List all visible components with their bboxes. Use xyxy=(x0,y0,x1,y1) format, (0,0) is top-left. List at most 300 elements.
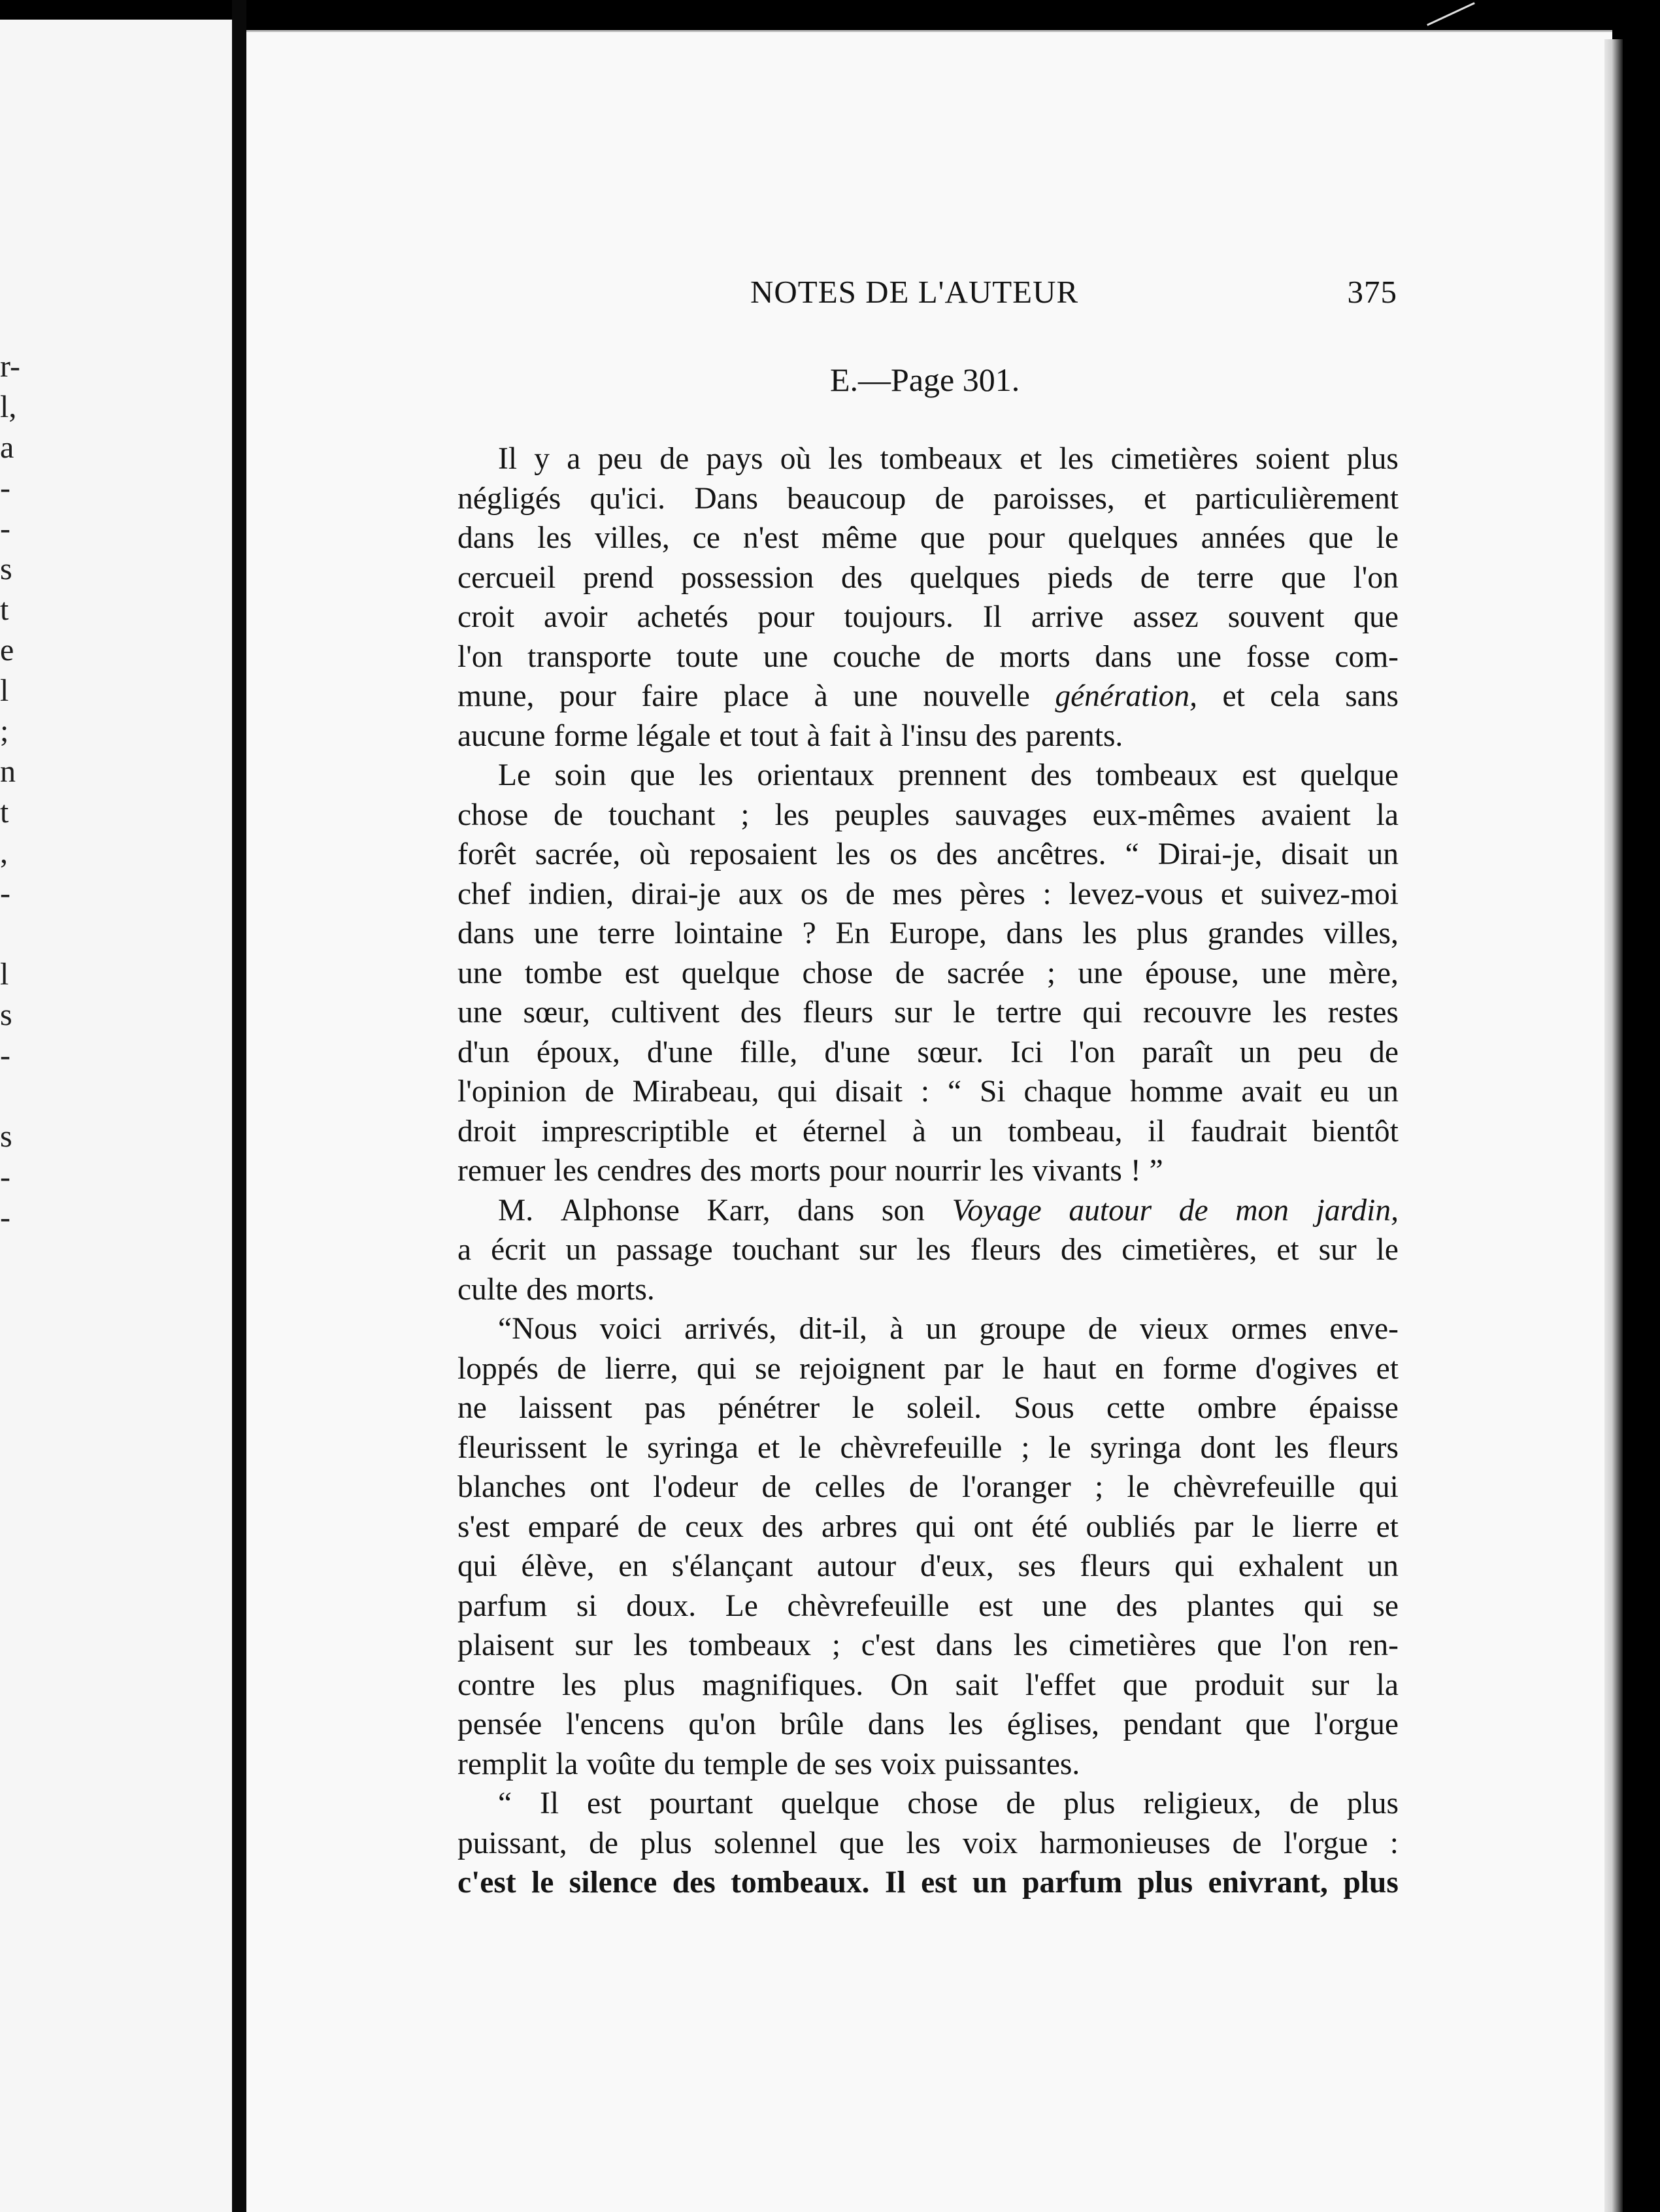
word: des xyxy=(1030,758,1072,792)
word: toujours. xyxy=(844,600,954,634)
word: enivrant, xyxy=(1208,1866,1328,1900)
word: légale xyxy=(636,718,711,753)
word: tertre xyxy=(996,996,1062,1030)
word: suivez-moi xyxy=(1260,877,1399,911)
word: faire xyxy=(641,679,699,713)
word: des xyxy=(672,1866,716,1900)
word: éternel xyxy=(802,1114,888,1148)
word: les xyxy=(916,1233,951,1267)
text-line xyxy=(457,1151,1399,1191)
text-line xyxy=(457,1428,1399,1468)
facing-page-fragment: - xyxy=(0,1200,10,1235)
word: assez xyxy=(1133,600,1199,634)
word: est xyxy=(1242,758,1277,792)
word: plus xyxy=(1063,1786,1116,1820)
word: les xyxy=(906,1826,941,1860)
word: sur xyxy=(574,1628,613,1662)
word: reposaient xyxy=(689,837,818,871)
section-heading: E.—Page 301. xyxy=(830,361,1020,398)
word: mes xyxy=(892,877,942,911)
word: à xyxy=(806,718,821,753)
word: pour xyxy=(988,521,1045,555)
word: tombeaux xyxy=(1095,758,1218,792)
word: de xyxy=(1232,1826,1262,1860)
word: ” xyxy=(1149,1154,1163,1188)
word: la xyxy=(1376,1667,1399,1702)
word: cercueil xyxy=(457,560,556,595)
facing-page-fragment: a xyxy=(0,430,14,465)
word: fleurs xyxy=(1327,1430,1399,1465)
text-line xyxy=(457,796,1399,835)
word: peu xyxy=(1297,1035,1342,1069)
word: pieds xyxy=(1047,560,1114,595)
word: n'est xyxy=(742,521,799,555)
word: fleurissent xyxy=(457,1430,587,1465)
word: épaisse xyxy=(1308,1391,1399,1425)
word: vivants xyxy=(1032,1154,1122,1188)
word: est xyxy=(921,1866,957,1900)
word: d'ogives xyxy=(1255,1351,1358,1386)
text-line xyxy=(457,914,1399,954)
word: pères xyxy=(959,877,1025,911)
word: cimetières xyxy=(1110,442,1238,476)
word: Dans xyxy=(694,481,758,516)
word: cultivent xyxy=(610,996,720,1030)
word: c'est xyxy=(861,1628,916,1662)
word: en xyxy=(618,1549,648,1583)
word: que xyxy=(1245,1707,1291,1741)
word: et xyxy=(754,1114,778,1148)
word: pourtant xyxy=(649,1786,754,1820)
word: est xyxy=(624,956,659,990)
word: de xyxy=(908,1470,938,1504)
word: qui xyxy=(1304,1588,1344,1623)
word: ; xyxy=(1046,956,1056,990)
word: dans xyxy=(457,521,515,555)
text-line xyxy=(457,1072,1399,1112)
word: l'oranger xyxy=(962,1470,1071,1504)
word: pour xyxy=(829,1154,886,1188)
word: de xyxy=(1289,1786,1319,1820)
word: com- xyxy=(1335,639,1399,674)
text-line xyxy=(457,1666,1399,1705)
word: dit-il, xyxy=(799,1312,867,1346)
facing-page-fragment: s xyxy=(0,552,12,586)
word: les xyxy=(1272,996,1307,1030)
word: aucune xyxy=(457,718,546,753)
word: exhalent xyxy=(1238,1549,1344,1583)
text-line xyxy=(457,677,1399,716)
word: jardin, xyxy=(1316,1193,1399,1228)
word: brûle xyxy=(780,1707,844,1741)
word: une xyxy=(457,996,503,1030)
word: qui xyxy=(1359,1470,1399,1504)
word: qui xyxy=(457,1549,497,1583)
text-line xyxy=(457,993,1399,1033)
word: qui xyxy=(1082,996,1123,1030)
word: les xyxy=(699,758,733,792)
word: soleil. xyxy=(906,1391,982,1425)
word: disait xyxy=(1281,837,1349,871)
running-title: NOTES DE L'AUTEUR xyxy=(750,274,1079,310)
word: qui xyxy=(916,1509,955,1544)
text-line xyxy=(457,1309,1399,1349)
word: ; xyxy=(740,797,750,832)
word: ne xyxy=(457,1391,487,1425)
word: l'on xyxy=(1353,560,1399,595)
word: “ xyxy=(947,1075,962,1109)
word: des xyxy=(936,837,978,871)
page-edge xyxy=(1604,39,1623,2212)
word: peu xyxy=(597,442,643,476)
facing-page-fragment: - xyxy=(0,1160,10,1194)
facing-page-fragment: - xyxy=(0,471,10,505)
text-line xyxy=(457,954,1399,994)
word: fleurs xyxy=(970,1233,1042,1267)
word: religieux, xyxy=(1143,1786,1262,1820)
word: orientaux xyxy=(757,758,874,792)
word: les xyxy=(1082,916,1118,950)
word: indien, xyxy=(528,877,614,911)
facing-page-fragment: s xyxy=(0,997,12,1032)
word: passage xyxy=(616,1233,713,1267)
word: les xyxy=(948,1707,984,1741)
facing-page-fragment: l xyxy=(0,957,9,992)
word: particulièrement xyxy=(1195,481,1399,516)
word: élève, xyxy=(521,1549,595,1583)
facing-page xyxy=(0,20,232,2212)
text-line xyxy=(457,1705,1399,1745)
word: blanches xyxy=(457,1470,567,1504)
word: si xyxy=(576,1588,597,1623)
word: de xyxy=(1140,560,1170,595)
word: rejoignent xyxy=(799,1351,925,1386)
word: y xyxy=(534,442,550,476)
word: et xyxy=(1220,877,1244,911)
word: produit xyxy=(1194,1667,1285,1702)
word: pays xyxy=(706,442,763,476)
word: l'on xyxy=(1282,1628,1328,1662)
text-line xyxy=(457,756,1399,796)
text-line xyxy=(457,1349,1399,1389)
word: l'orgue xyxy=(1284,1826,1369,1860)
word: touchant xyxy=(608,797,716,832)
word: de xyxy=(796,1747,826,1781)
word: Europe, xyxy=(889,916,987,950)
word: arrive xyxy=(1031,600,1104,634)
word: Si xyxy=(980,1075,1006,1109)
word: fleurs xyxy=(803,996,874,1030)
word: ; xyxy=(1021,1430,1030,1465)
word: une xyxy=(1176,639,1221,674)
word: la xyxy=(1376,797,1399,832)
word: sur xyxy=(1311,1667,1350,1702)
word: tombeaux. xyxy=(731,1866,870,1900)
facing-page-text-fragments xyxy=(0,346,26,1238)
word: de xyxy=(557,1351,587,1386)
word: l'encens xyxy=(565,1707,665,1741)
word: doux. xyxy=(626,1588,697,1623)
word: fille, xyxy=(739,1035,798,1069)
word: chèvrefeuille xyxy=(787,1588,950,1623)
word: églises, xyxy=(1006,1707,1100,1741)
word: voix xyxy=(962,1826,1018,1860)
word: faudrait xyxy=(1190,1114,1287,1148)
word: des xyxy=(975,718,1018,753)
facing-page-fragment: , xyxy=(0,835,8,870)
facing-page-fragment: ; xyxy=(0,714,9,748)
word: bientôt xyxy=(1312,1114,1399,1148)
word: forme xyxy=(1163,1351,1237,1386)
word: os xyxy=(800,877,829,911)
word: chaque xyxy=(1023,1075,1112,1109)
word: de xyxy=(935,481,965,516)
word: qui xyxy=(777,1075,818,1109)
word: oubliés xyxy=(1086,1509,1176,1544)
word: morts xyxy=(750,1154,821,1188)
word: imprescriptible xyxy=(541,1114,730,1148)
word: M. xyxy=(498,1193,534,1228)
word: de xyxy=(895,956,925,990)
word: du xyxy=(664,1747,695,1781)
word: c'est xyxy=(457,1866,516,1900)
text-line xyxy=(457,1388,1399,1428)
word: chef xyxy=(457,877,511,911)
text-line xyxy=(457,1626,1399,1666)
word: “Nous xyxy=(498,1312,578,1346)
word: Ici xyxy=(1010,1035,1044,1069)
word: des xyxy=(761,1509,804,1544)
word: et xyxy=(1144,481,1167,516)
word: mon xyxy=(1235,1193,1289,1228)
word: un xyxy=(972,1866,1007,1900)
word: un xyxy=(565,1233,597,1267)
running-header xyxy=(750,273,1397,312)
word: de xyxy=(1087,1312,1118,1346)
word: les xyxy=(561,1667,597,1702)
word: terre xyxy=(598,916,656,950)
word: villes, xyxy=(1323,916,1399,950)
word: des xyxy=(1061,1233,1103,1267)
word: eu xyxy=(1320,1075,1350,1109)
word: s'est xyxy=(457,1509,510,1544)
word: sait xyxy=(955,1667,999,1702)
word: ; xyxy=(1095,1470,1104,1504)
word: une xyxy=(1261,956,1306,990)
word: lierre, xyxy=(605,1351,678,1386)
word: dans xyxy=(1006,916,1063,950)
word: dans xyxy=(1095,639,1152,674)
text-line xyxy=(457,1507,1399,1547)
word: même xyxy=(822,521,898,555)
word: On xyxy=(890,1667,929,1702)
word: Il xyxy=(498,442,518,476)
word: os xyxy=(889,837,918,871)
page-number: 375 xyxy=(1347,274,1397,310)
word: cimetières, xyxy=(1121,1233,1257,1267)
word: cette xyxy=(1106,1391,1165,1425)
word: que xyxy=(839,1826,884,1860)
word: couche xyxy=(833,639,921,674)
word: un xyxy=(925,1312,957,1346)
word: par xyxy=(944,1351,984,1386)
word: à xyxy=(878,718,893,753)
word: voici xyxy=(599,1312,662,1346)
facing-page-fragment: n xyxy=(0,754,16,789)
word: l'on xyxy=(457,639,503,674)
word: un xyxy=(1239,1035,1271,1069)
word: par xyxy=(1193,1509,1234,1544)
text-line xyxy=(457,1270,1399,1310)
word: soin xyxy=(554,758,606,792)
word: une xyxy=(533,916,579,950)
word: de xyxy=(659,442,689,476)
word: voûte xyxy=(586,1747,656,1781)
word: de xyxy=(1369,1035,1399,1069)
word: Le xyxy=(725,1588,758,1623)
word: transporte xyxy=(527,639,652,674)
word: un xyxy=(1367,837,1399,871)
word: le xyxy=(605,1430,629,1465)
word: des xyxy=(1116,1588,1158,1623)
word: avaient xyxy=(1261,797,1351,832)
word: remplit xyxy=(457,1747,548,1781)
word: plus xyxy=(1343,1866,1399,1900)
facing-page-fragment xyxy=(0,1076,26,1116)
word: place xyxy=(723,679,789,713)
word: négligés xyxy=(457,481,561,516)
word: les xyxy=(554,1154,589,1188)
word: tout xyxy=(750,718,799,753)
word: à xyxy=(912,1114,926,1148)
word: ses xyxy=(834,1747,872,1781)
text-line xyxy=(457,479,1399,519)
word: plus xyxy=(1137,1866,1193,1900)
word: que xyxy=(1217,1628,1262,1662)
word: des xyxy=(700,1154,742,1188)
word: vieux xyxy=(1140,1312,1209,1346)
word: qui xyxy=(1174,1549,1214,1583)
word: épouse, xyxy=(1145,956,1239,990)
word: ont xyxy=(589,1470,630,1504)
word: une xyxy=(853,679,898,713)
word: à xyxy=(889,1312,904,1346)
word: les xyxy=(836,837,871,871)
word: d'une xyxy=(646,1035,713,1069)
word: de xyxy=(1178,1193,1208,1228)
word: l'orgue xyxy=(1314,1707,1399,1741)
word: des xyxy=(841,560,883,595)
word: ses xyxy=(1018,1549,1056,1583)
word: sauvages xyxy=(955,797,1067,832)
word: paraît xyxy=(1142,1035,1213,1069)
facing-page-fragment: - xyxy=(0,1038,10,1073)
text-line xyxy=(457,1547,1399,1586)
word: chèvrefeuille xyxy=(840,1430,1003,1465)
word: chèvrefeuille xyxy=(1173,1470,1335,1504)
facing-page-fragment: l xyxy=(0,673,9,708)
word: de xyxy=(584,1075,614,1109)
facing-page-fragment: t xyxy=(0,592,9,627)
word: ombre xyxy=(1197,1391,1277,1425)
word: Mirabeau, xyxy=(632,1075,759,1109)
word: des xyxy=(740,996,782,1030)
word: plus xyxy=(623,1667,676,1702)
word: parfum xyxy=(1022,1866,1123,1900)
word: arrivés, xyxy=(684,1312,777,1346)
word: génération, xyxy=(1055,679,1197,713)
word: pour xyxy=(559,679,616,713)
word: cela xyxy=(1270,679,1320,713)
facing-page-fragment: - xyxy=(0,876,10,911)
text-line xyxy=(457,439,1399,479)
body-text xyxy=(457,439,1399,1903)
facing-page-fragment: e xyxy=(0,633,14,667)
word: achetés xyxy=(637,600,729,634)
word: fosse xyxy=(1246,639,1310,674)
word: haut xyxy=(1042,1351,1097,1386)
word: contre xyxy=(457,1667,535,1702)
word: où xyxy=(780,442,812,476)
word: les xyxy=(537,521,572,555)
word: de xyxy=(945,639,975,674)
word: sur xyxy=(1318,1233,1357,1267)
word: fait xyxy=(829,718,871,753)
word: l'odeur xyxy=(653,1470,739,1504)
word: un xyxy=(951,1114,983,1148)
word: loppés xyxy=(457,1351,539,1386)
word: parents. xyxy=(1025,718,1123,753)
word: pas xyxy=(644,1391,686,1425)
word: dont xyxy=(1200,1430,1256,1465)
text-line xyxy=(457,1467,1399,1507)
word: les xyxy=(1059,442,1094,476)
text-line xyxy=(457,1586,1399,1626)
word: fleurs xyxy=(1080,1549,1151,1583)
word: et xyxy=(757,1430,780,1465)
word: magnifiques. xyxy=(702,1667,864,1702)
word: Dirai-je, xyxy=(1157,837,1263,871)
word: et xyxy=(719,718,742,753)
word: touchant xyxy=(732,1233,840,1267)
text-line xyxy=(457,1824,1399,1864)
word: été xyxy=(1031,1509,1068,1544)
word: ? xyxy=(802,916,816,950)
word: dans xyxy=(457,916,515,950)
word: Il xyxy=(982,600,1002,634)
word: que xyxy=(920,521,965,555)
word: lointaine xyxy=(674,916,783,950)
text-line xyxy=(457,558,1399,598)
word: temple xyxy=(703,1747,788,1781)
word: mère, xyxy=(1329,956,1399,990)
facing-page-fragment: r- xyxy=(0,349,21,384)
word: villes, xyxy=(594,521,670,555)
word: autour xyxy=(816,1549,897,1583)
word: plus xyxy=(1346,1786,1399,1820)
scan-border xyxy=(1623,0,1660,2212)
word: les xyxy=(989,1154,1024,1188)
text-line xyxy=(457,835,1399,875)
word: pendant xyxy=(1123,1707,1222,1741)
word: sans xyxy=(1345,679,1399,713)
word: l'effet xyxy=(1025,1667,1096,1702)
word: Karr, xyxy=(706,1193,771,1228)
word: des xyxy=(526,1272,568,1307)
word: sacrée xyxy=(946,956,1025,990)
word: les xyxy=(828,442,863,476)
word: ; xyxy=(831,1628,841,1662)
